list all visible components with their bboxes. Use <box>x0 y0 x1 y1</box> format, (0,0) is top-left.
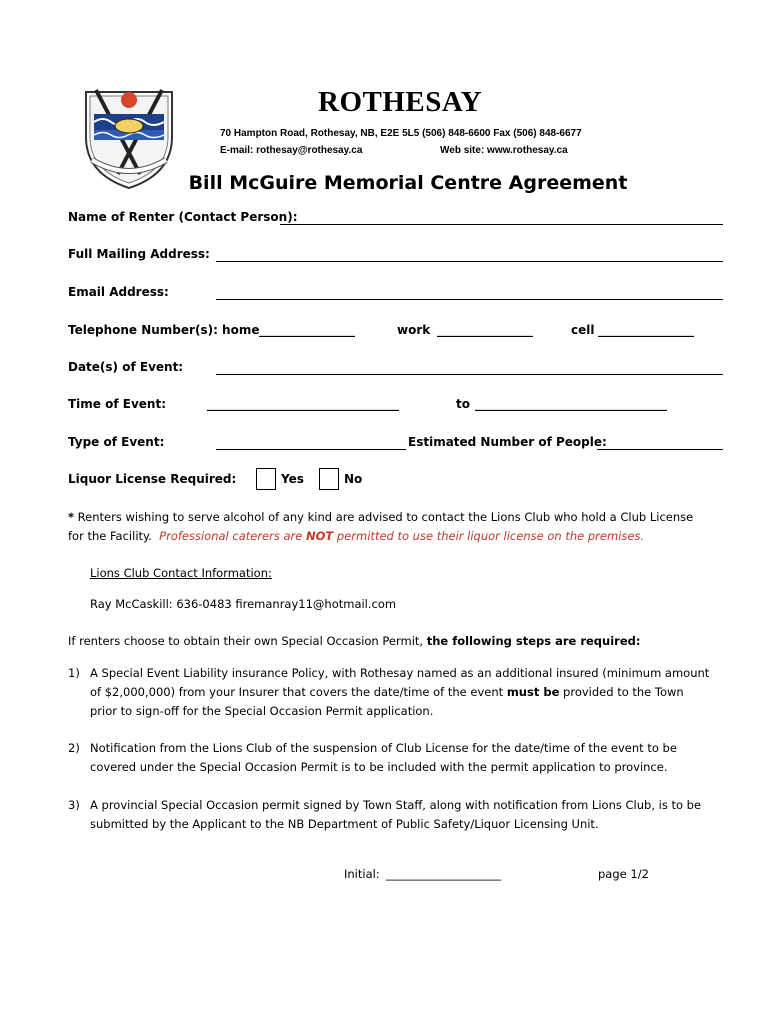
email-label: Email Address: <box>68 285 169 299</box>
type-field[interactable] <box>216 449 406 450</box>
email-field[interactable] <box>216 299 723 300</box>
liquor-label: Liquor License Required: <box>68 472 237 486</box>
yes-checkbox[interactable] <box>256 468 276 490</box>
step-2-number: 2) <box>68 741 80 755</box>
type-label: Type of Event: <box>68 435 165 449</box>
cell-label: cell <box>571 323 595 337</box>
town-website: Web site: www.rothesay.ca <box>440 145 568 156</box>
steps-intro: If renters choose to obtain their own Special Occasion Permit, the following steps are required: <box>68 634 641 648</box>
step-1-number: 1) <box>68 666 80 680</box>
time-end-field[interactable]: ________________________________ <box>475 397 667 411</box>
page-title: Bill McGuire Memorial Centre Agreement <box>188 172 628 194</box>
notice-line2: for the Facility. <box>68 529 152 543</box>
no-label: No <box>344 472 363 486</box>
people-label: Estimated Number of People: <box>408 435 607 449</box>
alcohol-notice <box>68 508 728 546</box>
contact-heading: Lions Club Contact Information: <box>90 566 272 580</box>
work-phone-field[interactable]: ________________ <box>437 323 533 337</box>
town-name: ROTHESAY <box>318 86 483 118</box>
cell-phone-field[interactable]: ________________ <box>598 323 694 337</box>
step-2-text: Notification from the Lions Club of the suspension of Club License for the date/time of the event to be covered under the Special Occasion Permit is to be included with the permit application to province. <box>90 741 677 774</box>
mailing-label: Full Mailing Address: <box>68 247 210 261</box>
time-label: Time of Event: <box>68 397 166 411</box>
renter-label: Name of Renter (Contact Person): <box>68 210 298 224</box>
town-email: E-mail: rothesay@rothesay.ca <box>220 145 363 156</box>
renter-field[interactable] <box>280 224 723 225</box>
yes-label: Yes <box>281 472 304 486</box>
page-number: page 1/2 <box>598 867 649 881</box>
mailing-field[interactable] <box>216 261 723 262</box>
initial-field[interactable]: ____________________ <box>386 867 501 881</box>
initial-label: Initial: <box>344 867 380 881</box>
to-label: to <box>456 397 470 411</box>
notice-line1: Renters wishing to serve alcohol of any kind are advised to contact the Lions Club who hold a Club License <box>74 510 694 524</box>
town-address: 70 Hampton Road, Rothesay, NB, E2E 5L5 (506) 848-6600 Fax (506) 848-6677 <box>220 128 582 139</box>
step-3-text: A provincial Special Occasion permit signed by Town Staff, along with notification from Lions Club, is to be submitted by the Applicant to the NB Department of Public Safety/Liquor Licensing Unit. <box>90 798 702 831</box>
no-checkbox[interactable] <box>319 468 339 490</box>
step-3-number: 3) <box>68 798 80 812</box>
notice-star: * <box>68 510 75 524</box>
contact-details: Ray McCaskill: 636-0483 firemanray11@hotmail.com <box>90 597 397 611</box>
home-phone-field[interactable]: ________________ <box>259 323 355 337</box>
step-1-text: A Special Event Liability insurance Policy, with Rothesay named as an additional insured (minimum amount of $2,000,000) from your Insurer that covers the date/time of the event must be provided to the Town prior to sign-off for the Special Occasion Permit application. <box>90 666 710 718</box>
dates-field[interactable] <box>216 374 723 375</box>
time-start-field[interactable]: ________________________________ <box>207 397 399 411</box>
work-label: work <box>397 323 431 337</box>
people-field[interactable] <box>597 449 723 450</box>
notice-caterers: Professional caterers are NOT permitted to use their liquor license on the premises. <box>159 529 645 543</box>
dates-label: Date(s) of Event: <box>68 360 184 374</box>
phone-label: Telephone Number(s): home <box>68 323 260 337</box>
